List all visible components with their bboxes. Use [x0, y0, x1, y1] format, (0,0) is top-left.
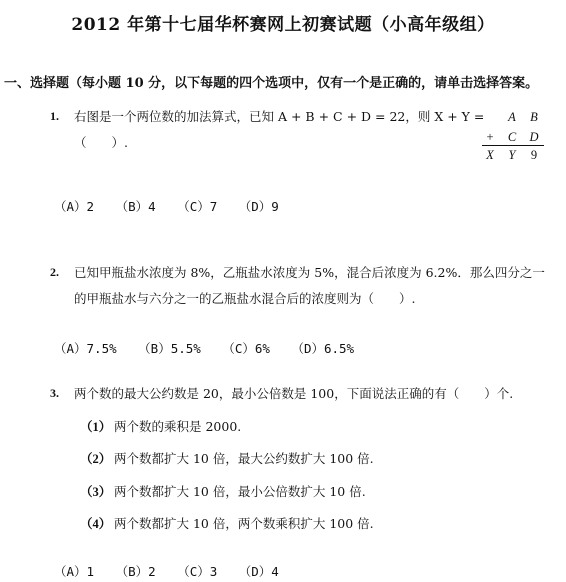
- option-b[interactable]: （B）2: [115, 564, 156, 579]
- option-a[interactable]: （A）7.5%: [54, 341, 117, 356]
- option-c[interactable]: （C）6%: [222, 341, 270, 356]
- question-text-line: 右图是一个两位数的加法算式，已知 A + B + C + D = 22，则 X + Y =: [74, 109, 485, 124]
- question-text-line: 的甲瓶盐水与六分之一的乙瓶盐水混合后的浓度则为（ ）.: [74, 291, 416, 306]
- statement-number: （3）: [80, 485, 112, 499]
- statement-number: （2）: [80, 452, 112, 466]
- statement-text: 两个数的乘积是 2000.: [114, 419, 242, 434]
- answer-options: [54, 562, 293, 580]
- option-c[interactable]: （C）7: [177, 199, 218, 214]
- figure-digit: C: [507, 130, 517, 144]
- question-text-line: 已知甲瓶盐水浓度为 8%，乙瓶盐水浓度为 5%，混合后浓度为 6.2%．那么四分之一: [74, 265, 545, 280]
- question-number: 1.: [50, 109, 59, 123]
- figure-sum-line: [482, 145, 544, 146]
- statement-text: 两个数都扩大 10 倍，最大公约数扩大 100 倍.: [114, 451, 374, 466]
- statement-number: （4）: [80, 517, 112, 531]
- option-d[interactable]: （D）6.5%: [291, 341, 355, 356]
- question-number: 3.: [50, 386, 59, 400]
- question-text-line: 两个数的最大公约数是 20，最小公倍数是 100，下面说法正确的有（ ）个.: [74, 386, 514, 401]
- statement-text: 两个数都扩大 10 倍，最小公倍数扩大 10 倍.: [114, 484, 366, 499]
- statement-text: 两个数都扩大 10 倍，两个数乘积扩大 100 倍.: [114, 516, 374, 531]
- statement-number: （1）: [80, 420, 112, 434]
- option-c[interactable]: （C）3: [177, 564, 218, 579]
- statement-item: [80, 417, 241, 435]
- figure-plus: +: [486, 130, 494, 144]
- question-text-line: （ ）.: [74, 135, 128, 150]
- figure-digit: Y: [508, 148, 516, 162]
- figure-digit: A: [508, 110, 516, 124]
- option-b[interactable]: （B）4: [115, 199, 156, 214]
- figure-digit: X: [486, 148, 494, 162]
- answer-options: [54, 197, 293, 215]
- option-a[interactable]: （A）1: [54, 564, 95, 579]
- answer-options: [54, 339, 368, 357]
- statement-item: [80, 514, 374, 532]
- question-number: 2.: [50, 265, 59, 279]
- option-d[interactable]: （D）4: [238, 564, 279, 579]
- statement-item: [80, 482, 366, 500]
- option-d[interactable]: （D）9: [238, 199, 279, 214]
- option-a[interactable]: （A）2: [54, 199, 95, 214]
- figure-digit: B: [530, 110, 538, 124]
- statement-item: [80, 449, 374, 467]
- addition-figure: [478, 108, 548, 168]
- figure-digit: 9: [530, 148, 538, 162]
- option-b[interactable]: （B）5.5%: [138, 341, 201, 356]
- page-title: 2012 年第十七届华杯赛网上初赛试题（小高年级组）: [71, 15, 495, 35]
- figure-digit: D: [529, 130, 539, 144]
- section-heading: 一、选择题（每小题 10 分，以下每题的四个选项中，仅有一个是正确的，请单击选择答案。: [4, 76, 539, 91]
